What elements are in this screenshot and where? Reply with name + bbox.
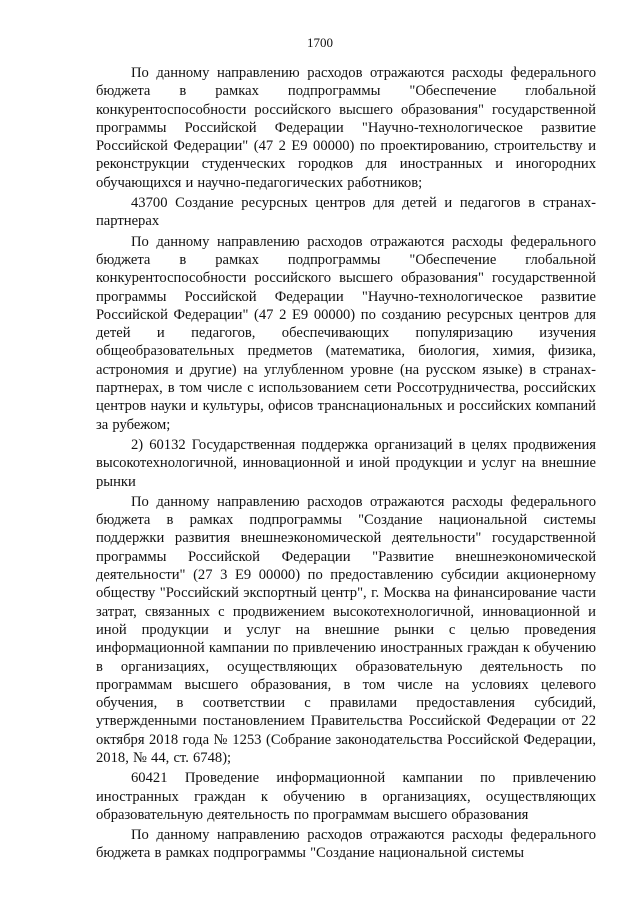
page-number: 1700 [307, 35, 333, 50]
paragraph-4: 2) 60132 Государственная поддержка организаций в целях продвижения высокотехнологичной, инновационной и иной продукции и услуг на внешние рынки [96, 436, 596, 490]
paragraph-2: 43700 Создание ресурсных центров для детей и педагогов в странах-партнерах [96, 195, 596, 230]
paragraph-3: По данному направлению расходов отражаются расходы федерального бюджета в рамках подпрограммы "Обеспечение глобальной конкурентоспособности российского высшего образования" государственной программы Российской Федерации "Научно-технологическое развитие Российской Федерации" (47 2 Е9 00000) по созданию ресурсных центров для детей и педагогов, обеспечивающих популяризацию изучения общеобразовательных предметов (математика, биология, химия, физика, астрономия и другие) на углубленном уровне (на русском языке) в странах-партнерах, в том числе с использованием сети Россотрудничества, российских центров науки и культуры, офисов транснациональных и российских компаний за рубежом; [96, 233, 596, 433]
paragraph-5: По данному направлению расходов отражаются расходы федерального бюджета в рамках подпрограммы "Создание национальной системы поддержки развития внешнеэкономической деятельности" государственной программы Российской Федерации "Развитие внешнеэкономической деятельности" (27 3 Е9 00000) по предоставлению субсидии акционерному обществу "Российский экспортный центр", г. Москва на финансирование части затрат, связанных с продвижением высокотехнологичной, инновационной и иной продукции и услуг на внешние рынки с целью проведения информационной кампании по привлечению иностранных граждан к обучению в организациях, осуществляющих образовательную деятельность по программам высшего образования, в том числе на условиях целевого обучения, в соответствии с правилами предоставления субсидий, утвержденными постановлением Правительства Российской Федерации от 22 октября 2018 года № 1253 (Собрание законодательства Российской Федерации, 2018, № 44, ст. 6748); [96, 493, 596, 766]
document-body [96, 64, 596, 865]
paragraph-6: 60421 Проведение информационной кампании по привлечению иностранных граждан к обучению в организациях, осуществляющих образовательную деятельность по программам высшего образования [96, 770, 596, 823]
paragraph-7: По данному направлению расходов отражаются расходы федерального бюджета в рамках подпрограммы "Создание национальной системы [96, 827, 596, 862]
paragraph-1: По данному направлению расходов отражаются расходы федерального бюджета в рамках подпрограммы "Обеспечение глобальной конкурентоспособности российского высшего образования" государственной программы Российской Федерации "Научно-технологическое развитие Российской Федерации" (47 2 Е9 00000) по проектированию, строительству и реконструкции студенческих городков для иностранных и иногородних обучающихся и научно-педагогических работников; [96, 65, 596, 191]
